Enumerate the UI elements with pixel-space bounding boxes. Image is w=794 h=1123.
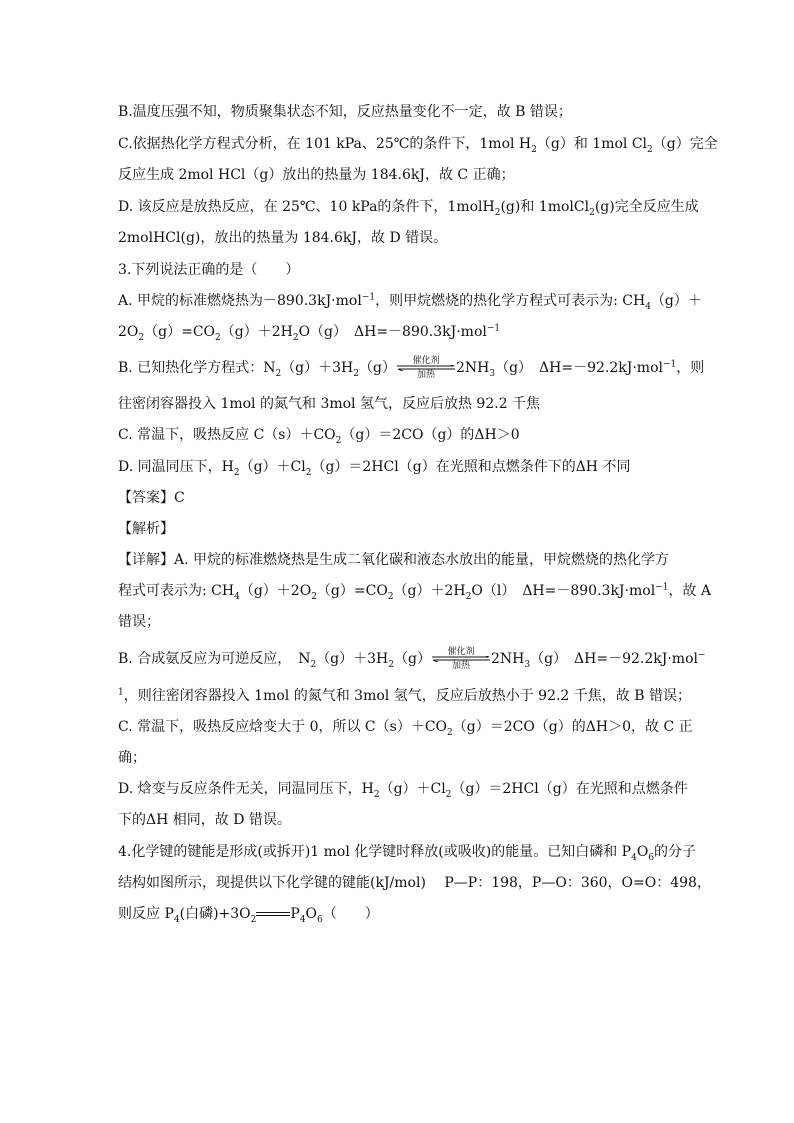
option-b: B. 已知热化学方程式：$N_2(g)+3H_2(g)$ 催化剂 加热 $2NH_3(g)$ ΔH=－92.2kJ·mol$^{-1}$，则 [118, 356, 705, 380]
equals-sign-icon [256, 909, 290, 919]
analysis-heading: 【解析】 [118, 521, 174, 537]
text-line: 程式可表示为: $CH_4(g)+2O_2(g)=CO_2(g)+2H_2O(l)$ ΔH=－890.3kJ·mol$^{-1}$，故 A [118, 582, 712, 602]
text-line: 则反应 $P_4$(白磷)$+3O_2$ $P_4O_6$（ ） [118, 906, 379, 925]
reversible-arrow-icon: 催化剂 加热 [432, 649, 490, 669]
question-title: 4.化学键的键能是形成(或拆开)1 mol 化学键时释放(或吸收)的能量。已知白磷和 $P_4O_6$的分子 [118, 844, 697, 863]
text-line: 下的ΔH 相同，故 D 错误。 [118, 812, 291, 828]
text-line: B.温度压强不知，物质聚集状态不知，反应热量变化不一定，故 B 错误； [118, 104, 572, 120]
text-line: B. 合成氨反应为可逆反应， $N_2(g)+3H_2(g)$ 催化剂 加热 $2NH_3(g)$ ΔH=－92.2kJ·mol− [118, 647, 706, 671]
option-a-cont: $2O_2(g)=CO_2(g)+2H_2O(g)$ ΔH=－890.3kJ·mol$^{-1}$ [118, 323, 501, 343]
text-line: $^1$，则往密闭容器投入 1mol 的氮气和 3mol 氢气，反应后放热小于 92.2 千焦，故 B 错误； [118, 687, 691, 704]
text-line: 【详解】A. 甲烷的标准燃烧热是生成二氧化碳和液态水放出的能量，甲烷燃烧的热化学方 [118, 552, 670, 568]
reversible-arrow-icon: 催化剂 加热 [397, 358, 455, 378]
text-line: C. 常温下，吸热反应焓变大于 0，所以 $C(s)+CO_2(g)=2CO(g)$的ΔH＞0，故 C 正 [118, 719, 693, 738]
question-title: 3.下列说法正确的是（ ） [118, 262, 300, 278]
text-line: 2molHCl(g)，放出的热量为 184.6kJ，故 D 错误。 [118, 230, 448, 246]
text-line: D. 该反应是放热反应，在 25℃、10 kPa的条件下，1molH$_2$(g)和 1molCl$_2$(g)完全反应生成 [118, 199, 699, 218]
text-line: D. 焓变与反应条件无关，同温同压下，$H_2(g)+Cl_2(g)=2HCl(g)$在光照和点燃条件 [118, 781, 688, 800]
text-line: 结构如图所示，现提供以下化学键的键能(kJ/mol) P—P：198，P—O：360，O=O：498， [118, 875, 711, 891]
text-line: 确； [118, 750, 146, 766]
answer-line: 【答案】C [118, 490, 185, 506]
text-line: 错误； [118, 614, 160, 630]
option-c: C. 常温下，吸热反应 $C(s)+CO_2(g)=2CO(g)$的ΔH＞0 [118, 427, 520, 446]
text-line: C.依据热化学方程式分析，在 101 kPa、25℃的条件下，1mol $H_2(g)$和 1mol $Cl_2(g)$完全 [118, 136, 718, 155]
text-line: 反应生成 2mol HCl（g）放出的热量为 184.6kJ，故 C 正确； [118, 167, 515, 183]
option-b-cont: 往密闭容器投入 1mol 的氮气和 3mol 氢气，反应后放热 92.2 千焦 [118, 396, 541, 412]
option-d: D. 同温同压下，$H_2(g)+Cl_2(g)=2HCl(g)$在光照和点燃条件下的ΔH 不同 [118, 459, 631, 478]
option-a: A. 甲烷的标准燃烧热为－890.3kJ·mol$^{-1}$，则甲烷燃烧的热化学方程式可表示为: $CH_4(g)+$ [118, 292, 702, 312]
